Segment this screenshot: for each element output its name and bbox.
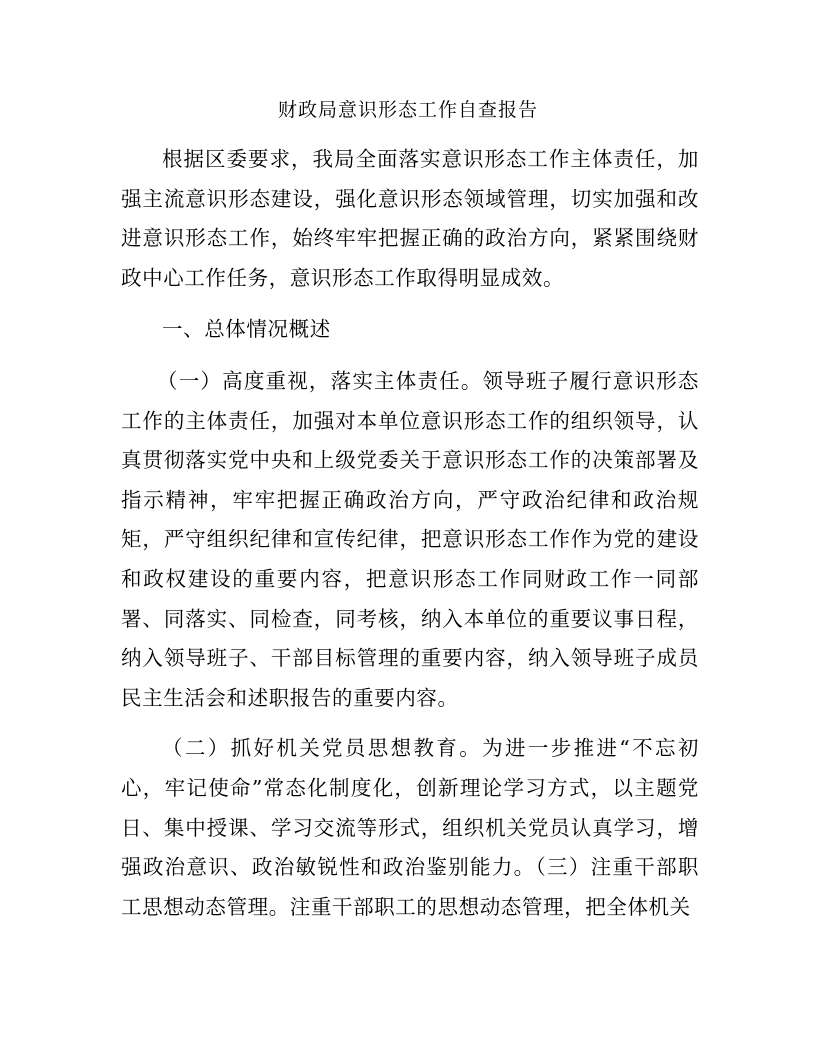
document-body [121, 140, 699, 927]
paragraph-spacer [121, 350, 699, 362]
document-title: 财政局意识形态工作自查报告 [277, 99, 538, 121]
section-heading: 一、总体情况概述 [162, 317, 331, 342]
intro-paragraph: 根据区委要求，我局全面落实意识形态工作主体责任，加强主流意识形态建设，强化意识形态领域管理，切实加强和改进意识形态工作，始终牢牢把握正确的政治方向，紧紧围绕财政中心工作任务，意识形态工作取得明显成效。 [121, 147, 699, 290]
paragraph-spacer [121, 718, 699, 729]
paragraph-spacer [121, 298, 699, 310]
item-2-paragraph: （二）抓好机关党员思想教育。为进一步推进“不忘初心，牢记使命”常态化制度化，创新理论学习方式，以主题党日、集中授课、学习交流等形式，组织机关党员认真学习，增强政治意识、政治敏锐性和政治鉴别能力。（三）注重干部职工思想动态管理。注重干部职工的思想动态管理，把全体机关 [121, 736, 699, 919]
item-1-paragraph: （一）高度重视，落实主体责任。领导班子履行意识形态工作的主体责任，加强对本单位意识形态工作的组织领导，认真贯彻落实党中央和上级党委关于意识形态工作的决策部署及指示精神，牢牢把握正确政治方向，严守政治纪律和政治规矩，严守组织纪律和宣传纪律，把意识形态工作作为党的建设和政权建设的重要内容，把意识形态工作同财政工作一同部署、同落实、同检查，同考核，纳入本单位的重要议事日程，纳入领导班子、干部目标管理的重要内容，纳入领导班子成员民主生活会和述职报告的重要内容。 [121, 368, 699, 710]
